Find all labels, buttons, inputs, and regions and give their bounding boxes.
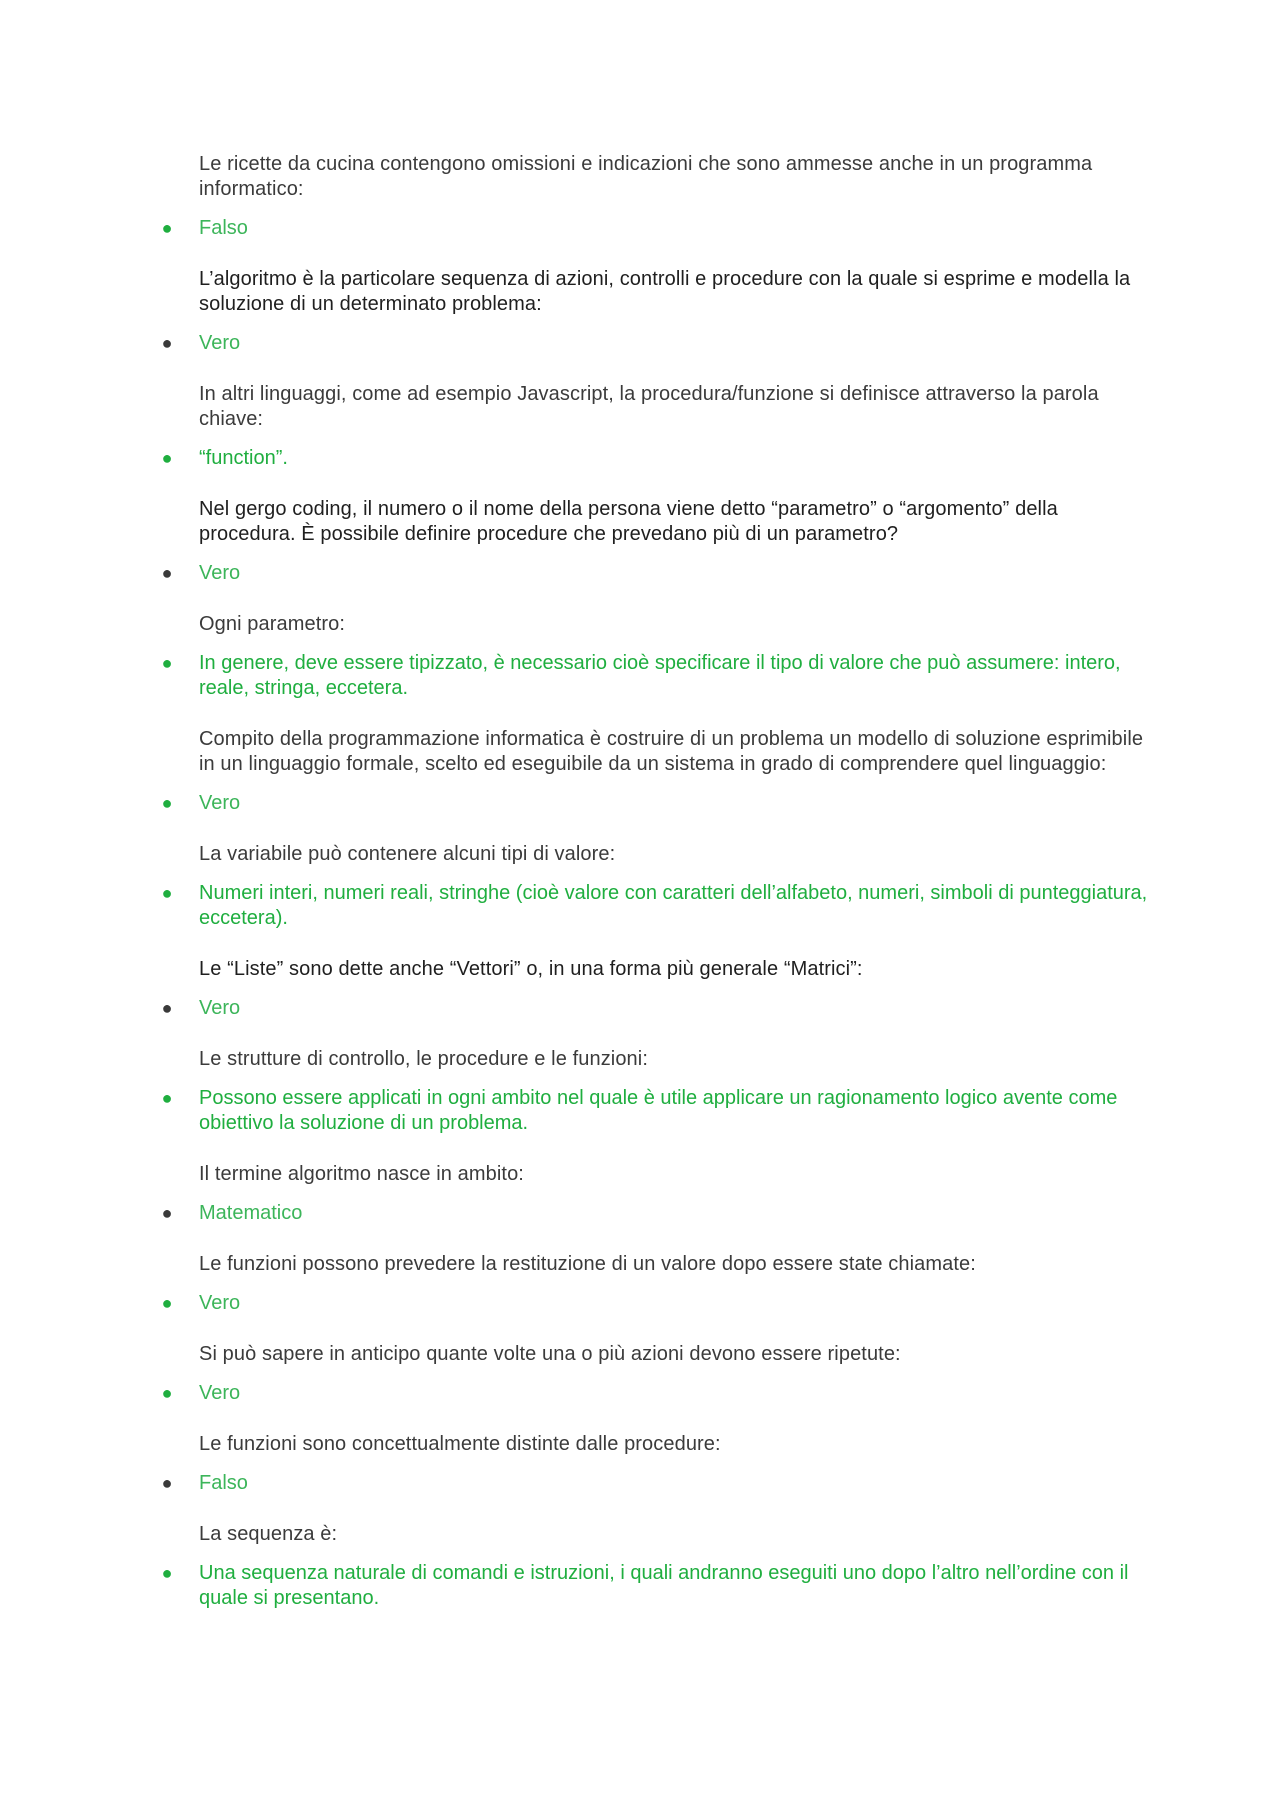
answer-text: Vero — [199, 1382, 241, 1404]
question-text: La sequenza è: — [199, 1523, 338, 1545]
question-text: Le funzioni sono concettualmente distinte dalle procedure: — [199, 1433, 721, 1455]
qa-item — [161, 612, 1159, 701]
qa-item — [161, 842, 1159, 931]
answer-item — [161, 1561, 1159, 1611]
answer-item — [161, 331, 1159, 356]
answer-item — [161, 561, 1159, 586]
bullet-icon: ● — [161, 448, 173, 468]
bullet-icon: ● — [161, 1203, 173, 1223]
bullet-icon: ● — [161, 1473, 173, 1493]
bullet-icon: ● — [161, 1293, 173, 1313]
qa-item — [161, 727, 1159, 816]
question-text: Le funzioni possono prevedere la restituzione di un valore dopo essere state chiamate: — [199, 1253, 976, 1275]
bullet-icon: ● — [161, 998, 173, 1018]
answer-text: Matematico — [199, 1202, 303, 1224]
answer-item — [161, 446, 1159, 471]
question-text: Si può sapere in anticipo quante volte una o più azioni devono essere ripetute: — [199, 1343, 901, 1365]
answer-text: Falso — [199, 1472, 248, 1494]
answer-text: Vero — [199, 332, 241, 354]
question-text: Le “Liste” sono dette anche “Vettori” o, in una forma più generale “Matrici”: — [199, 958, 863, 980]
answer-item — [161, 1291, 1159, 1316]
question-answer-list — [161, 152, 1159, 1637]
qa-item — [161, 267, 1159, 356]
answer-text: “function”. — [199, 447, 288, 469]
question-text: Le ricette da cucina contengono omissioni e indicazioni che sono ammesse anche in un programma informatico: — [199, 153, 1093, 200]
bullet-icon: ● — [161, 333, 173, 353]
answer-text: Possono essere applicati in ogni ambito nel quale è utile applicare un ragionamento logico avente come obiettivo la soluzione di un problema. — [199, 1087, 1118, 1134]
question-text: Nel gergo coding, il numero o il nome della persona viene detto “parametro” o “argomento” della procedura. È possibile definire procedure che prevedano più di un parametro? — [199, 498, 1058, 545]
answer-item — [161, 1086, 1159, 1136]
answer-text: Vero — [199, 1292, 241, 1314]
question-text: Compito della programmazione informatica è costruire di un problema un modello di soluzione esprimibile in un linguaggio formale, scelto ed eseguibile da un sistema in grado di comprendere quel linguaggio: — [199, 728, 1144, 775]
answer-text: Vero — [199, 997, 241, 1019]
qa-item — [161, 1342, 1159, 1406]
qa-item — [161, 382, 1159, 471]
bullet-icon: ● — [161, 563, 173, 583]
qa-item — [161, 1162, 1159, 1226]
answer-item — [161, 881, 1159, 931]
bullet-icon: ● — [161, 653, 173, 673]
answer-item — [161, 791, 1159, 816]
qa-item — [161, 1047, 1159, 1136]
bullet-icon: ● — [161, 1563, 173, 1583]
bullet-icon: ● — [161, 218, 173, 238]
answer-text: In genere, deve essere tipizzato, è necessario cioè specificare il tipo di valore che può assumere: intero, reale, stringa, eccetera. — [199, 652, 1121, 699]
answer-item — [161, 1201, 1159, 1226]
qa-item — [161, 957, 1159, 1021]
bullet-icon: ● — [161, 1088, 173, 1108]
question-text: La variabile può contenere alcuni tipi di valore: — [199, 843, 616, 865]
question-text: Ogni parametro: — [199, 613, 346, 635]
bullet-icon: ● — [161, 883, 173, 903]
qa-item — [161, 1522, 1159, 1611]
answer-text: Falso — [199, 217, 248, 239]
qa-item — [161, 497, 1159, 586]
question-text: Le strutture di controllo, le procedure e le funzioni: — [199, 1048, 648, 1070]
bullet-icon: ● — [161, 793, 173, 813]
qa-item — [161, 1432, 1159, 1496]
bullet-icon: ● — [161, 1383, 173, 1403]
question-text: L’algoritmo è la particolare sequenza di azioni, controlli e procedure con la quale si esprime e modella la soluzione di un determinato problema: — [199, 268, 1131, 315]
question-text: In altri linguaggi, come ad esempio Javascript, la procedura/funzione si definisce attraverso la parola chiave: — [199, 383, 1099, 430]
answer-text: Vero — [199, 792, 241, 814]
answer-text: Numeri interi, numeri reali, stringhe (cioè valore con caratteri dell’alfabeto, numeri, simboli di punteggiatura, eccetera). — [199, 882, 1148, 929]
answer-text: Vero — [199, 562, 241, 584]
answer-text: Una sequenza naturale di comandi e istruzioni, i quali andranno eseguiti uno dopo l’altro nell’ordine con il quale si presentano. — [199, 1562, 1129, 1609]
answer-item — [161, 996, 1159, 1021]
qa-item — [161, 152, 1159, 241]
qa-item — [161, 1252, 1159, 1316]
answer-item — [161, 651, 1159, 701]
answer-item — [161, 216, 1159, 241]
question-text: Il termine algoritmo nasce in ambito: — [199, 1163, 524, 1185]
answer-item — [161, 1471, 1159, 1496]
answer-item — [161, 1381, 1159, 1406]
